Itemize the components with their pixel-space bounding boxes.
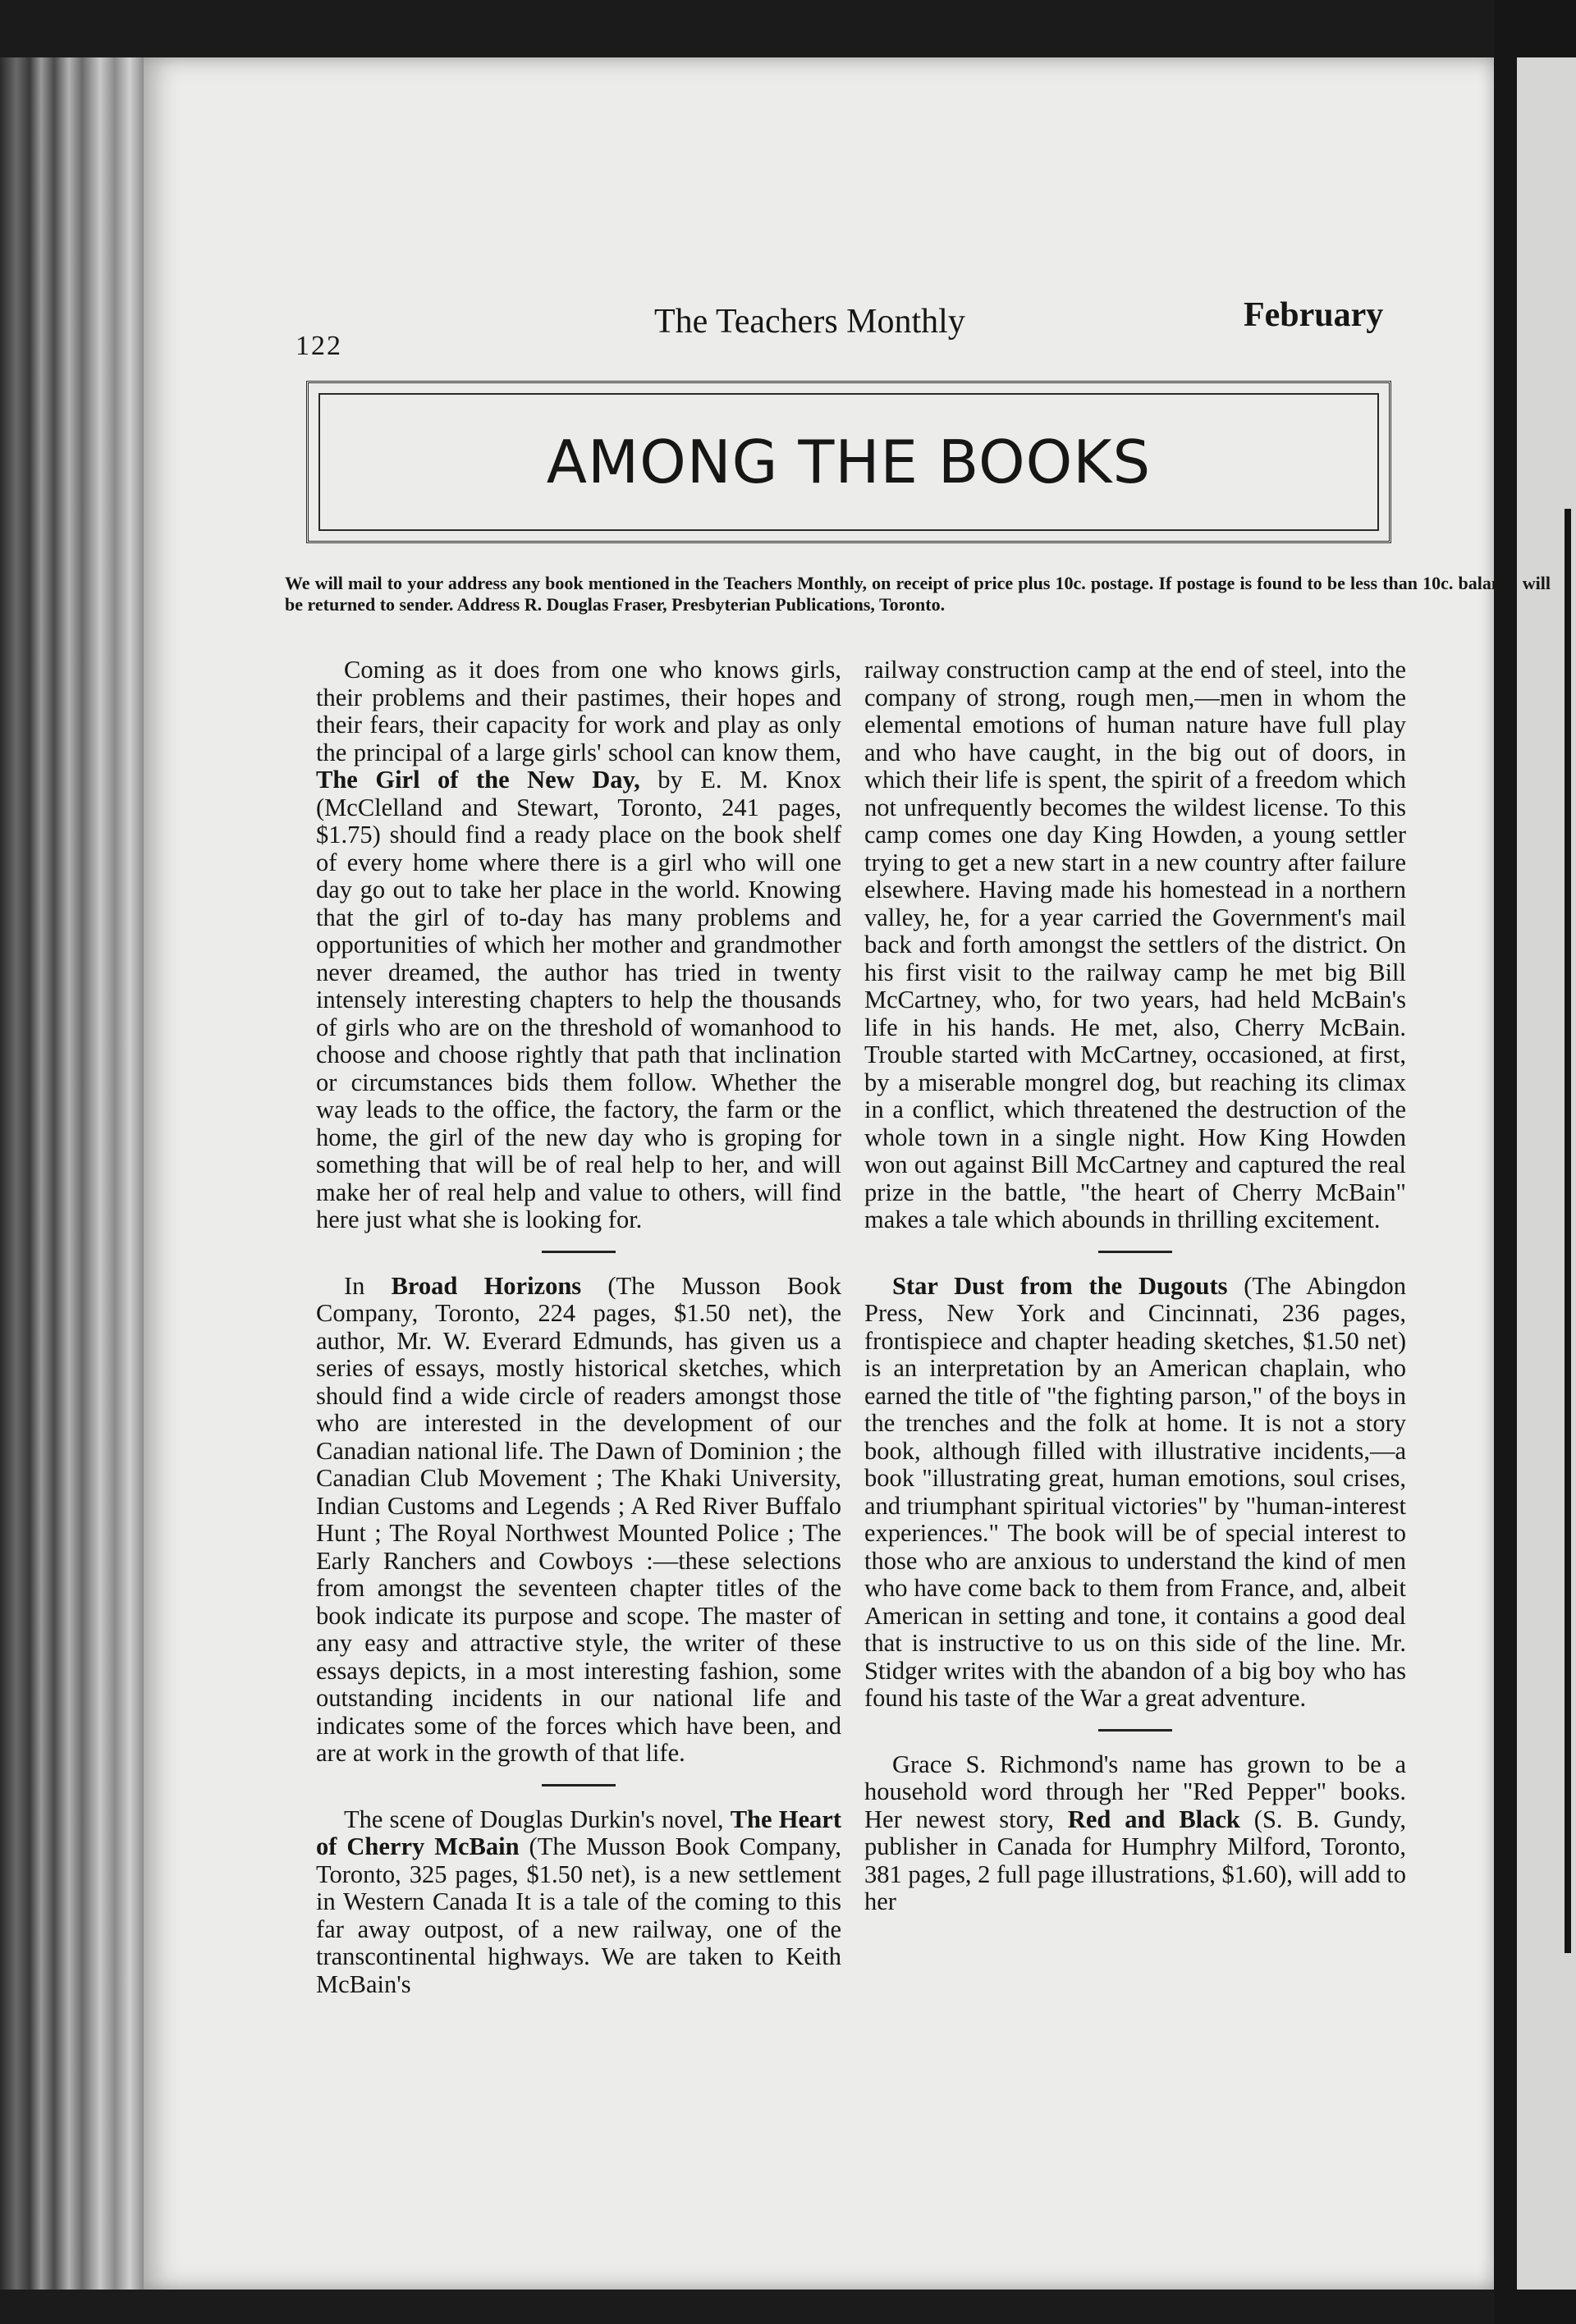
review-girl-of-new-day [316,656,841,1234]
review-star-dust [864,1273,1406,1713]
review-text: by E. M. Knox (McClelland and Stewart, Toronto, 241 pages, $1.75) should find a ready place on the book shelf of every home where there is a girl who will one day go out to take her place in the world. Knowing that the girl of to-day has many problems and opportunities of which her mother and grandmother never dreamed, the author has tried in twenty intensely interesting chapters to help the thousands of girls who are on the threshold of womanhood to choose and choose rightly that path that inclination or circumstances bids them follow. Whether the way leads to the office, the factory, the farm or the home, the girl of the new day who is groping for something that will be of real help to her, and will make her of real help and value to others, will find here just what she is looking for. [316,766,841,1233]
review-text: In [344,1271,392,1300]
review-red-and-black [864,1751,1406,1916]
section-divider [1098,1729,1172,1732]
section-title: AMONG THE BOOKS [546,428,1152,496]
book-page-edges [0,57,144,2290]
section-divider [542,1784,616,1786]
section-divider [1098,1251,1172,1253]
book-title: The Heart of Cherry McBain [316,1805,841,1860]
section-banner [306,381,1391,543]
book-title: The Girl of the New Day, [316,766,640,794]
running-title: The Teachers Monthly [654,303,965,341]
right-column [864,656,1406,1916]
review-broad-horizons [316,1273,841,1768]
review-text: (The Abingdon Press, New York and Cincinnati, 236 pages, frontispiece and chapter heading sketches, $1.50 net) is an interpretation by an American chaplain, who earned the title of "the fighting parson," of the boys in the trenches and the folk at home. It is not a story book, although filled with illustrative incidents,—a book "illustrating great, human emotions, soul crises, and triumphant spiritual victories" by "human-interest experiences." The book will be of special interest to those who are anxious to understand the kind of men who have come back to them from France, and, albeit American in setting and tone, it contains a good deal that is instructive to us on this side of the line. Mr. Stidger writes with the abandon of a big boy who has found his taste of the War a great adventure. [864,1271,1406,1712]
page-header [144,286,1494,361]
review-cherry-mcbain-continued: railway construction camp at the end of steel, into the company of strong, rough men,—men in whom the elemental emotions of human nature have full play and who have caught, in the big out of doors, in which their life is spent, the spirit of a freedom which not unfrequently becomes the wildest license. To this camp comes one day King Howden, a young settler trying to get a new start in a new country after failure elsewhere. Having made his homestead in a northern valley, he, for a year carried the Government's mail back and forth amongst the settlers of the district. On his first visit to the railway camp he met big Bill McCartney, who, for two years, had held McBain's life in his hands. He met, also, Cherry McBain. Trouble started with McCartney, occasioned, at first, by a miserable mongrel dog, but reaching its climax in a conflict, which threatened the destruction of the whole town in a single night. How King Howden won out against Bill McCartney and captured the real prize in the battle, "the heart of Cherry McBain" makes a tale which abounds in thrilling excitement. [864,656,1406,1233]
left-column [316,656,841,1998]
mail-order-notice: We will mail to your address any book mentioned in the Teachers Monthly, on receipt of price plus 10c. postage. If postage is found to be less than 10c. balance will be returned to sender. Address R. Douglas Fraser, Presbyterian Publications, Toronto. [285,573,1551,615]
facing-page-rule [1565,509,1571,1953]
book-title: Red and Black [1067,1805,1240,1833]
section-divider [542,1251,616,1253]
review-cherry-mcbain [316,1806,841,1999]
review-text: Coming as it does from one who knows girls, their problems and their pastimes, their hopes and their fears, their capacity for work and play as only the principal of a large girls' school can know them, [316,656,841,766]
page-number: 122 [296,331,342,361]
banner-inner-frame [318,393,1379,531]
review-text: (The Musson Book Company, Toronto, 224 pages, $1.50 net), the author, Mr. W. Everard Edmunds, has given us a series of essays, mostly historical sketches, which should find a wide circle of readers amongst those who are interested in the development of our Canadian national life. The Dawn of Dominion ; the Canadian Club Movement ; The Khaki University, Indian Customs and Legends ; A Red River Buffalo Hunt ; The Royal Northwest Mounted Police ; The Early Ranchers and Cowboys :—these selections from amongst the seventeen chapter titles of the book indicate its purpose and scope. The master of any easy and attractive style, the writer of these essays depicts, in a most interesting fashion, some outstanding incidents in our national life and indicates some of the forces which have been, and are at work in the growth of that life. [316,1271,841,1767]
document-page [144,57,1551,2290]
review-text: (The Musson Book Company, Toronto, 325 pages, $1.50 net), is a new settlement in Western Canada It is a tale of the coming to this far away outpost, of a new railway, one of the transcontinental highways. We are taken to Keith McBain's [316,1832,841,1998]
book-title: Broad Horizons [391,1271,582,1300]
issue-month: February [1244,296,1384,334]
review-text: Grace S. Richmond's name has grown to be a household word through her "Red Pepper" books. Her newest story, [864,1750,1406,1833]
book-title: Star Dust from the Dugouts [892,1271,1228,1300]
review-text: (S. B. Gundy, publisher in Canada for Humphry Milford, Toronto, 381 pages, 2 full page illustrations, $1.60), will add to her [864,1805,1406,1915]
review-text: The scene of Douglas Durkin's novel, [344,1805,731,1833]
